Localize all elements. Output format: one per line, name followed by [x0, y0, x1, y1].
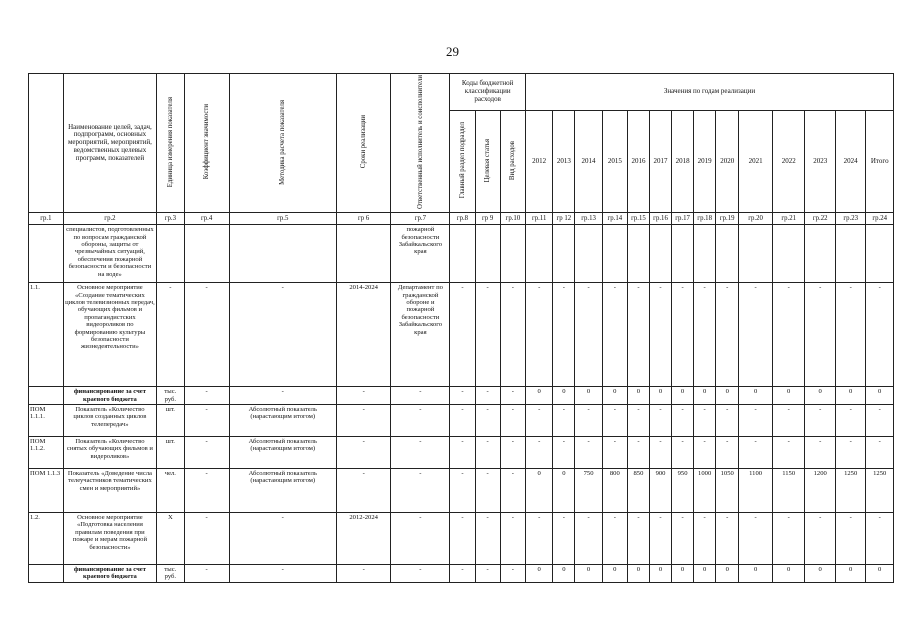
header-year: 2017 — [649, 111, 671, 213]
cell-year-value: - — [649, 437, 671, 469]
column-number: гр.4 — [184, 213, 229, 225]
cell-total: 0 — [866, 387, 894, 405]
cell-c10: - — [500, 437, 525, 469]
cell-year-value: - — [627, 283, 649, 387]
cell-total: - — [866, 437, 894, 469]
cell-year-value — [553, 225, 575, 283]
column-number: гр.10 — [500, 213, 525, 225]
cell-c2: Показатель «Количество циклов созданных циклов телепередач» — [63, 405, 157, 437]
cell-year-value: 0 — [575, 387, 602, 405]
cell-c8: - — [450, 283, 475, 387]
column-number: гр.24 — [866, 213, 894, 225]
cell-year-value: 1100 — [739, 469, 773, 513]
cell-total: - — [866, 405, 894, 437]
cell-year-value: 0 — [627, 387, 649, 405]
cell-year-value: - — [835, 283, 865, 387]
cell-year-value: - — [602, 405, 627, 437]
header-responsible: Ответственный исполнитель и соисполнители — [391, 74, 450, 213]
header-year: 2012 — [526, 111, 553, 213]
cell-c9: - — [475, 405, 500, 437]
cell-year-value: 0 — [739, 387, 773, 405]
cell-c1 — [29, 225, 64, 283]
cell-c4: - — [184, 437, 229, 469]
cell-year-value: - — [627, 513, 649, 565]
cell-c6: 2012-2024 — [336, 513, 391, 565]
column-number: гр.17 — [672, 213, 694, 225]
cell-c1: 1.2. — [29, 513, 64, 565]
column-number: гр.20 — [739, 213, 773, 225]
cell-year-value: - — [553, 437, 575, 469]
header-unit: Единица измерения показателя — [157, 74, 184, 213]
cell-c9: - — [475, 513, 500, 565]
cell-total: - — [866, 513, 894, 565]
cell-year-value: - — [716, 283, 739, 387]
cell-total: - — [866, 283, 894, 387]
cell-year-value: 0 — [649, 387, 671, 405]
cell-year-value: - — [575, 283, 602, 387]
cell-year-value: 0 — [627, 565, 649, 583]
cell-c1: ПОМ 1.1.1. — [29, 405, 64, 437]
header-total: Итого — [866, 111, 894, 213]
header-values-by-year: Значения по годам реализации — [526, 74, 894, 111]
column-number: гр.14 — [602, 213, 627, 225]
cell-year-value: 950 — [672, 469, 694, 513]
cell-total: 0 — [866, 565, 894, 583]
cell-year-value — [739, 225, 773, 283]
header-budget-codes: Коды бюджетной классификации расходов — [450, 74, 526, 111]
cell-c9: - — [475, 469, 500, 513]
cell-year-value: - — [672, 283, 694, 387]
cell-year-value — [772, 225, 805, 283]
cell-c3: чел. — [157, 469, 184, 513]
cell-c9 — [475, 225, 500, 283]
cell-year-value: 0 — [772, 387, 805, 405]
cell-c1: ПОМ 1.1.2. — [29, 437, 64, 469]
header-coef: Коэффициент значимости — [184, 74, 229, 213]
cell-year-value: - — [602, 283, 627, 387]
cell-year-value: - — [553, 513, 575, 565]
cell-c4: - — [184, 387, 229, 405]
cell-year-value: 0 — [553, 565, 575, 583]
cell-c6: - — [336, 437, 391, 469]
column-number: гр.3 — [157, 213, 184, 225]
cell-c4: - — [184, 283, 229, 387]
cell-c4: - — [184, 405, 229, 437]
cell-year-value: 750 — [575, 469, 602, 513]
cell-c6 — [336, 225, 391, 283]
header-year: 2016 — [627, 111, 649, 213]
cell-year-value: 0 — [805, 387, 835, 405]
cell-year-value: - — [649, 513, 671, 565]
cell-year-value: - — [716, 513, 739, 565]
cell-c5: - — [229, 513, 336, 565]
column-number: гр.11 — [526, 213, 553, 225]
cell-c1: ПОМ 1.1.3 — [29, 469, 64, 513]
cell-year-value: - — [694, 405, 716, 437]
cell-year-value — [526, 225, 553, 283]
header-year: 2019 — [694, 111, 716, 213]
cell-year-value: - — [772, 283, 805, 387]
cell-c7: - — [391, 405, 450, 437]
cell-c4: - — [184, 513, 229, 565]
cell-year-value — [575, 225, 602, 283]
cell-year-value: - — [575, 513, 602, 565]
cell-year-value: 0 — [526, 387, 553, 405]
cell-c5: Абсолютный показатель (нарастающим итогом) — [229, 405, 336, 437]
cell-year-value: - — [526, 437, 553, 469]
cell-c4 — [184, 225, 229, 283]
cell-c10: - — [500, 387, 525, 405]
cell-c5: - — [229, 565, 336, 583]
cell-c9: - — [475, 387, 500, 405]
cell-year-value: 1000 — [694, 469, 716, 513]
cell-c3: X — [157, 513, 184, 565]
column-number: гр.13 — [575, 213, 602, 225]
header-target: Целевая статья — [475, 111, 500, 213]
column-number-row — [29, 213, 894, 225]
cell-year-value — [805, 225, 835, 283]
cell-c3: тыс. руб. — [157, 565, 184, 583]
table-row — [29, 387, 894, 405]
cell-c9: - — [475, 565, 500, 583]
cell-c6: - — [336, 469, 391, 513]
cell-c5: - — [229, 283, 336, 387]
header-year: 2013 — [553, 111, 575, 213]
cell-c1 — [29, 387, 64, 405]
cell-year-value: 800 — [602, 469, 627, 513]
column-number: гр.15 — [627, 213, 649, 225]
cell-year-value: - — [526, 405, 553, 437]
cell-year-value — [672, 225, 694, 283]
cell-c8: - — [450, 405, 475, 437]
column-number: гр 9 — [475, 213, 500, 225]
cell-c7: - — [391, 513, 450, 565]
cell-year-value: - — [805, 437, 835, 469]
cell-year-value: 900 — [649, 469, 671, 513]
column-number: гр.16 — [649, 213, 671, 225]
cell-c7: Департамент по гражданской обороне и пожарной безопасности Забайкальского края — [391, 283, 450, 387]
cell-year-value: 0 — [694, 387, 716, 405]
column-number: гр.23 — [835, 213, 865, 225]
cell-c3: шт. — [157, 405, 184, 437]
header-year: 2014 — [575, 111, 602, 213]
column-number: гр 6 — [336, 213, 391, 225]
cell-year-value: - — [716, 437, 739, 469]
cell-year-value: - — [772, 437, 805, 469]
cell-year-value: - — [649, 283, 671, 387]
cell-year-value: 0 — [553, 469, 575, 513]
page-number: 29 — [446, 44, 459, 59]
cell-year-value: 1250 — [835, 469, 865, 513]
cell-year-value: - — [672, 405, 694, 437]
cell-year-value: - — [602, 437, 627, 469]
cell-year-value: - — [805, 283, 835, 387]
column-number: гр.5 — [229, 213, 336, 225]
cell-year-value: - — [553, 283, 575, 387]
cell-c8: - — [450, 387, 475, 405]
cell-c5: Абсолютный показатель (нарастающим итогом) — [229, 469, 336, 513]
cell-year-value: 1150 — [772, 469, 805, 513]
cell-year-value: - — [649, 405, 671, 437]
cell-year-value — [694, 225, 716, 283]
cell-c10: - — [500, 283, 525, 387]
cell-year-value: 0 — [575, 565, 602, 583]
column-number: гр.8 — [450, 213, 475, 225]
cell-year-value — [835, 225, 865, 283]
table-row — [29, 283, 894, 387]
cell-c6: - — [336, 387, 391, 405]
cell-c2: финансирование за счет краевого бюджета — [63, 387, 157, 405]
cell-year-value: - — [739, 437, 773, 469]
cell-c10: - — [500, 565, 525, 583]
cell-c4: - — [184, 469, 229, 513]
table-row — [29, 565, 894, 583]
cell-c3: - — [157, 283, 184, 387]
cell-c3: шт. — [157, 437, 184, 469]
cell-total — [866, 225, 894, 283]
header-year: 2024 — [835, 111, 865, 213]
header-method: Методика расчета показателя — [229, 74, 336, 213]
program-table — [28, 73, 894, 583]
cell-year-value: - — [835, 437, 865, 469]
column-number: гр.18 — [694, 213, 716, 225]
column-number: гр 12 — [553, 213, 575, 225]
cell-c10: - — [500, 469, 525, 513]
cell-c2: Основное мероприятие «Создание тематических циклов телевизионных передач, обучающих фильмов и пропагандистских видеороликов по формированию культуры безопасности жизнедеятельности» — [63, 283, 157, 387]
cell-year-value: 850 — [627, 469, 649, 513]
cell-c2: Показатель «Доведение числа телеучастников тематических смен и мероприятий» — [63, 469, 157, 513]
cell-year-value: 0 — [602, 565, 627, 583]
cell-year-value: - — [835, 513, 865, 565]
cell-c2: специалистов, подготовленных по вопросам гражданской обороны, защиты от чрезвычайных ситуаций, обеспечения пожарной безопасности и безопасности на воде» — [63, 225, 157, 283]
table-row — [29, 405, 894, 437]
header-year: 2023 — [805, 111, 835, 213]
header-expense: Вид расходов — [500, 111, 525, 213]
cell-year-value: 0 — [716, 387, 739, 405]
cell-total: 1250 — [866, 469, 894, 513]
cell-year-value: - — [672, 513, 694, 565]
cell-year-value: 0 — [772, 565, 805, 583]
cell-c9: - — [475, 437, 500, 469]
cell-c6: - — [336, 405, 391, 437]
cell-year-value: 0 — [526, 565, 553, 583]
cell-year-value: - — [739, 283, 773, 387]
cell-year-value: - — [575, 405, 602, 437]
cell-c8: - — [450, 513, 475, 565]
cell-year-value: - — [627, 437, 649, 469]
cell-c7: - — [391, 437, 450, 469]
header-terms: Сроки реализации — [336, 74, 391, 213]
cell-year-value: - — [739, 513, 773, 565]
cell-year-value: - — [805, 513, 835, 565]
cell-year-value — [716, 225, 739, 283]
cell-year-value: - — [553, 405, 575, 437]
table-row — [29, 437, 894, 469]
cell-c7: - — [391, 469, 450, 513]
cell-c8: - — [450, 437, 475, 469]
cell-c10: - — [500, 405, 525, 437]
cell-year-value: 0 — [835, 387, 865, 405]
cell-year-value: - — [694, 437, 716, 469]
cell-c6: - — [336, 565, 391, 583]
cell-year-value: - — [526, 283, 553, 387]
cell-year-value: - — [772, 405, 805, 437]
cell-year-value: 0 — [672, 387, 694, 405]
cell-c7: пожарной безопасности Забайкальского края — [391, 225, 450, 283]
cell-year-value: - — [694, 283, 716, 387]
header-year: 2020 — [716, 111, 739, 213]
column-number: гр.21 — [772, 213, 805, 225]
cell-year-value: - — [627, 405, 649, 437]
cell-year-value: - — [835, 405, 865, 437]
column-number: гр.22 — [805, 213, 835, 225]
cell-c2: финансирование за счет краевого бюджета — [63, 565, 157, 583]
header-year: 2022 — [772, 111, 805, 213]
table-row — [29, 225, 894, 283]
cell-year-value: 0 — [694, 565, 716, 583]
header-year: 2015 — [602, 111, 627, 213]
cell-c2: Показатель «Количество снятых обучающих фильмов и видероликов» — [63, 437, 157, 469]
cell-year-value: - — [526, 513, 553, 565]
header-year: 2021 — [739, 111, 773, 213]
cell-c1 — [29, 565, 64, 583]
cell-year-value: 0 — [649, 565, 671, 583]
cell-year-value: 0 — [526, 469, 553, 513]
cell-year-value: 0 — [602, 387, 627, 405]
cell-year-value: - — [716, 405, 739, 437]
cell-c3: тыс. руб. — [157, 387, 184, 405]
cell-c6: 2014-2024 — [336, 283, 391, 387]
cell-year-value: 0 — [805, 565, 835, 583]
cell-year-value: - — [805, 405, 835, 437]
cell-year-value: - — [602, 513, 627, 565]
cell-year-value: 0 — [739, 565, 773, 583]
cell-year-value: 0 — [553, 387, 575, 405]
cell-year-value: 0 — [716, 565, 739, 583]
column-number: гр.19 — [716, 213, 739, 225]
cell-year-value: 0 — [672, 565, 694, 583]
cell-year-value — [602, 225, 627, 283]
cell-c7: - — [391, 565, 450, 583]
cell-year-value — [649, 225, 671, 283]
cell-c10: - — [500, 513, 525, 565]
table-row — [29, 469, 894, 513]
cell-year-value: - — [739, 405, 773, 437]
cell-c3 — [157, 225, 184, 283]
cell-c2: Основное мероприятие «Подготовка населения правилам поведения при пожаре и мерам пожарной безопасности» — [63, 513, 157, 565]
cell-year-value: - — [672, 437, 694, 469]
cell-c4: - — [184, 565, 229, 583]
cell-c5: - — [229, 387, 336, 405]
cell-c10 — [500, 225, 525, 283]
cell-c5: Абсолютный показатель (нарастающим итогом) — [229, 437, 336, 469]
header-chapter: Главный раздел подраздел — [450, 111, 475, 213]
table-row — [29, 513, 894, 565]
cell-year-value: 0 — [835, 565, 865, 583]
cell-year-value — [627, 225, 649, 283]
cell-c7: - — [391, 387, 450, 405]
header-year: 2018 — [672, 111, 694, 213]
table-body — [29, 225, 894, 583]
cell-c8 — [450, 225, 475, 283]
cell-year-value: 1200 — [805, 469, 835, 513]
cell-c8: - — [450, 469, 475, 513]
header-name: Наименование целей, задач, подпрограмм, основных мероприятий, мероприятий, ведомственных целевых программ, показателей — [63, 74, 157, 213]
header-number — [29, 74, 64, 213]
cell-c9: - — [475, 283, 500, 387]
cell-year-value: - — [575, 437, 602, 469]
column-number: гр.2 — [63, 213, 157, 225]
cell-year-value: - — [694, 513, 716, 565]
cell-c5 — [229, 225, 336, 283]
cell-c8: - — [450, 565, 475, 583]
cell-year-value: 1050 — [716, 469, 739, 513]
cell-c1: 1.1. — [29, 283, 64, 387]
cell-year-value: - — [772, 513, 805, 565]
column-number: гр.7 — [391, 213, 450, 225]
column-number: гр.1 — [29, 213, 64, 225]
